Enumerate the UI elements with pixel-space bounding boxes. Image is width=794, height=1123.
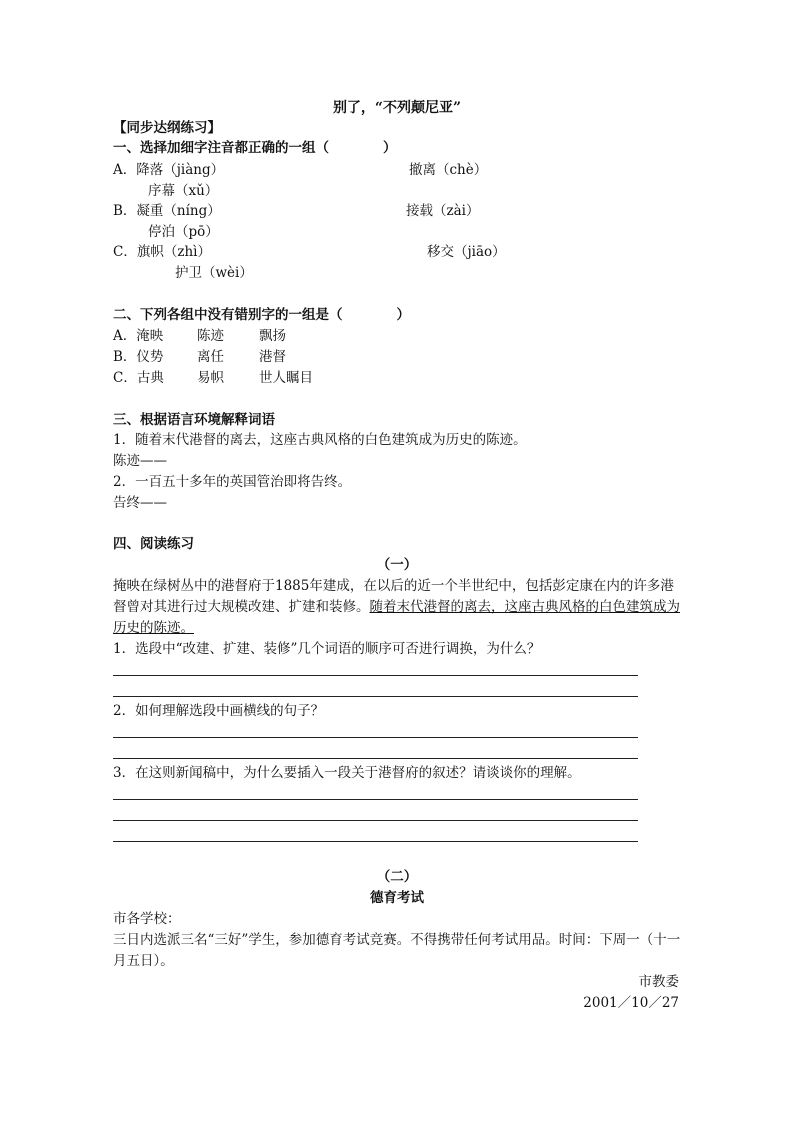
q4-heading: 四、阅读练习 <box>113 536 194 552</box>
q2-option-c-word1: C．古典 <box>113 370 164 386</box>
notice-date: 2001／10／27 <box>583 995 679 1011</box>
q1-heading: 一、选择加细字注音都正确的一组（ ） <box>113 140 397 156</box>
q1-option-a-item1: A．降落（jiàng） <box>113 162 225 178</box>
section-label: 【同步达纲练习】 <box>113 120 221 136</box>
q1-option-c-item1: C．旗帜（zhì） <box>113 244 211 260</box>
reading-passage <box>113 576 683 639</box>
q3-heading: 三、根据语言环境解释词语 <box>113 412 275 428</box>
q2-option-b-word3: 港督 <box>259 349 286 365</box>
answer-line[interactable] <box>113 758 638 759</box>
q1-option-c-item3: 护卫（wèi） <box>175 265 253 281</box>
answer-line[interactable] <box>113 841 638 842</box>
q2-option-c-word2: 易帜 <box>197 370 224 386</box>
q3-sentence-2: 2．一百五十多年的英国管治即将告终。 <box>113 474 352 490</box>
q1-option-c-item2: 移交（jiāo） <box>427 244 506 260</box>
answer-line[interactable] <box>113 675 638 676</box>
q2-option-c-word3: 世人瞩目 <box>259 370 313 386</box>
q2-heading: 二、下列各组中没有错别字的一组是（ ） <box>113 307 410 323</box>
q1-option-b-item2: 接载（zài） <box>406 203 480 219</box>
q2-option-a-word3: 飘扬 <box>259 328 286 344</box>
q4-item-3: 3．在这则新闻稿中，为什么要插入一段关于港督府的叙述？请谈谈你的理解。 <box>113 765 581 781</box>
q3-sentence-1: 1．随着末代港督的离去，这座古典风格的白色建筑成为历史的陈迹。 <box>113 432 527 448</box>
notice-signer: 市教委 <box>638 974 679 990</box>
answer-line[interactable] <box>113 820 638 821</box>
q4-item-1: 1．选段中“改建、扩建、装修”几个词语的顺序可否进行调换，为什么？ <box>113 641 541 657</box>
passage-text: 掩映在绿树丛中的港督府于1885年建成，在以后的近一个半世纪中，包括彭定康在内的许多港督曾对其进行过大规模改建、扩建和装修。 <box>113 578 674 615</box>
q4-item-2: 2．如何理解选段中画横线的句子？ <box>113 703 325 719</box>
q4-part2-title: 德育考试 <box>370 890 424 906</box>
q2-option-b-word1: B．仪势 <box>113 349 164 365</box>
q2-option-a-word1: A．淹映 <box>113 328 164 344</box>
q1-option-a-item2: 撤离（chè） <box>409 162 488 178</box>
notice-body: 三日内选派三名“三好”学生，参加德育考试竞赛。不得携带任何考试用品。时间：下周一（十一月五日）。 <box>113 932 681 969</box>
q3-answer-2: 告终—— <box>113 495 167 511</box>
answer-line[interactable] <box>113 696 638 697</box>
q1-option-a-item3: 序幕（xǔ） <box>148 183 219 199</box>
q1-option-b-item1: B．凝重（níng） <box>113 203 221 219</box>
q3-answer-1: 陈迹—— <box>113 453 167 469</box>
notice-salutation: 市各学校： <box>113 911 181 927</box>
q2-option-b-word2: 离任 <box>197 349 224 365</box>
answer-line[interactable] <box>113 737 638 738</box>
q4-part1-label: （一） <box>376 557 418 573</box>
answer-line[interactable] <box>113 799 638 800</box>
q1-option-b-item3: 停泊（pō） <box>148 224 219 240</box>
passage-underlined-sentence: 随着末代港督的离去，这座古典风格的白色建筑成为历史的陈迹。 <box>113 599 680 636</box>
q4-part2-label: （二） <box>376 869 418 885</box>
q2-option-a-word2: 陈迹 <box>197 328 224 344</box>
page-title: 别了，“不列颠尼亚” <box>332 100 462 116</box>
